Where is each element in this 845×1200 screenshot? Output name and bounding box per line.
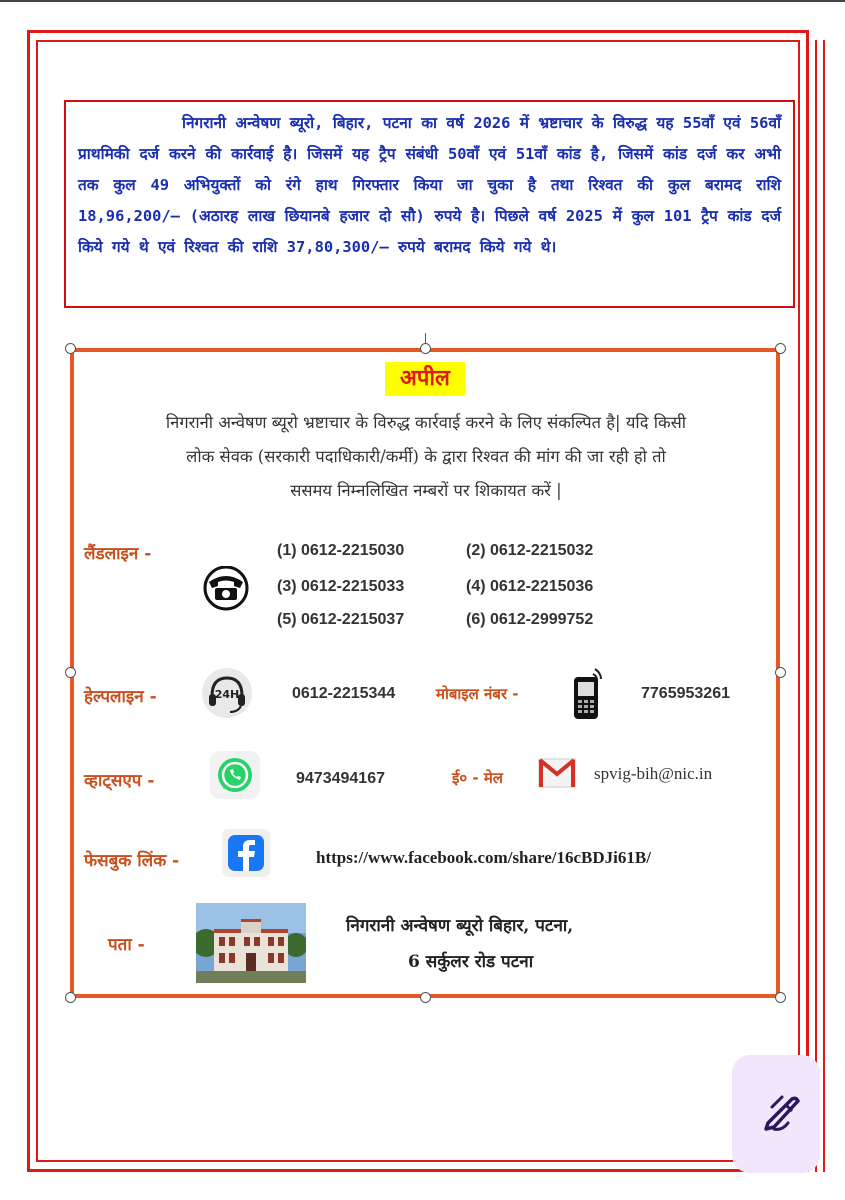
mobile-phone-icon [571,665,607,725]
appeal-title: अपील [385,362,465,396]
telephone-icon [200,566,252,618]
landline-5[interactable]: (5) 0612-2215037 [277,611,405,628]
resize-handle-bottom-center[interactable] [420,992,431,1003]
right-rule-2 [823,40,825,1172]
mobile-number[interactable]: 7765953261 [641,685,730,702]
intro-line-2: लोक सेवक (सरकारी पदाधिकारी/कर्मी) के द्वारा रिश्वत की मांग की जा रही हो तो [186,447,666,466]
facebook-label: फेसबुक लिंक - [84,851,180,871]
intro-line-1: निगरानी अन्वेषण ब्यूरो भ्रष्टाचार के विरुद्ध कार्रवाई करने के लिए संकल्पित है| यदि किसी [165,413,687,432]
resize-handle-top-center[interactable] [420,343,431,354]
address-line-2: 6 सर्कुलर रोड पटना [408,952,534,972]
email-label: ई० - मेल [452,769,503,787]
facebook-icon [222,829,270,881]
top-border-line [0,0,845,2]
resize-handle-bottom-right[interactable] [775,992,786,1003]
whatsapp-number[interactable]: 9473494167 [296,770,385,787]
address-label: पता - [108,935,145,955]
right-rule-1 [815,40,817,1172]
resize-handle-middle-left[interactable] [65,667,76,678]
landline-3[interactable]: (3) 0612-2215033 [277,578,405,595]
facebook-link[interactable]: https://www.facebook.com/share/16cBDJi61B/ [316,848,651,867]
headset-24h-icon [200,666,254,720]
landline-label: लैंडलाइन - [84,544,152,564]
landline-6[interactable]: (6) 0612-2999752 [466,611,594,628]
press-note-text: निगरानी अन्वेषण ब्यूरो, बिहार, पटना का वर्ष 2026 में भ्रष्टाचार के विरुद्ध यह 55वाँ एवं 56वाँ प्राथमिकी दर्ज करने की कार्रवाई है। जिसमें यह ट्रैप संबंधी 50वाँ एवं 51वाँ कांड है, जिसमें कांड दर्ज कर अभी तक कुल 49 अभियुक्तों को रंगे हाथ गिरफ्तार किया जा चुका है तथा रिश्वत की कुल बरामद राशि 18,96,200/– (अठारह लाख छियानबे हजार दो सौ) रुपये है। पिछले वर्ष 2025 में कुल 101 ट्रैप कांड दर्ज किये गये थे एवं रिश्वत की राशि 37,80,300/– रुपये बरामद किये गये थे। [78,114,781,256]
landline-1[interactable]: (1) 0612-2215030 [277,542,405,559]
whatsapp-label: व्हाट्सएप - [84,771,155,791]
intro-line-3: ससमय निम्नलिखित नम्बरों पर शिकायत करें | [290,481,562,500]
resize-handle-middle-right[interactable] [775,667,786,678]
landline-4[interactable]: (4) 0612-2215036 [466,578,594,595]
building-photo [196,903,306,987]
gmail-icon [538,755,576,793]
resize-handle-top-right[interactable] [775,343,786,354]
email-address[interactable]: spvig-bih@nic.in [594,764,713,783]
edit-pen-icon [732,1055,820,1173]
mobile-label: मोबाइल नंबर - [436,685,519,703]
landline-2[interactable]: (2) 0612-2215032 [466,542,594,559]
address-line-1: निगरानी अन्वेषण ब्यूरो बिहार, पटना, [346,916,574,936]
press-note-box [64,100,795,308]
resize-handle-bottom-left[interactable] [65,992,76,1003]
edit-fab-button[interactable] [732,1055,820,1173]
headset-24h-text: 24H [214,688,240,701]
resize-handle-top-left[interactable] [65,343,76,354]
appeal-intro [84,406,768,508]
helpline-number[interactable]: 0612-2215344 [292,685,396,702]
helpline-label: हेल्पलाइन - [84,687,157,707]
whatsapp-icon [210,751,260,803]
